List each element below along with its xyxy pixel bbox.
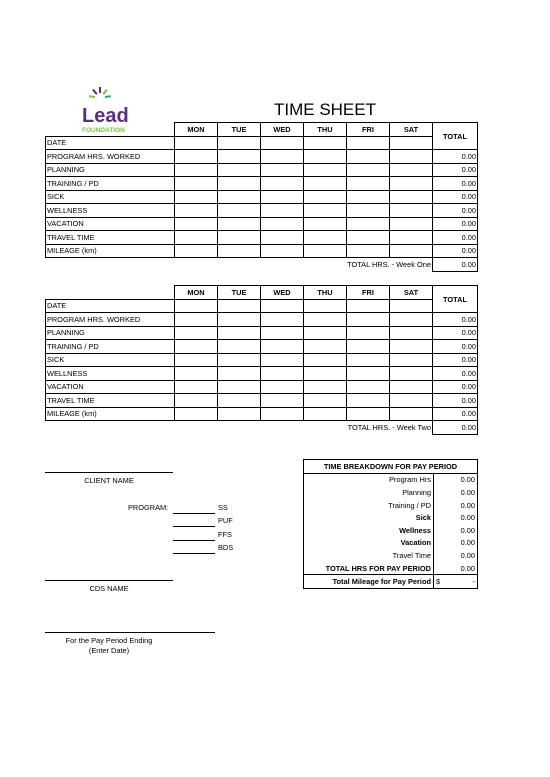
table-row — [46, 326, 478, 340]
mileage-amount: - — [472, 577, 475, 587]
entry-cell[interactable] — [390, 163, 433, 177]
pay-period-breakdown — [303, 459, 478, 589]
entry-cell[interactable] — [304, 380, 347, 394]
entry-cell[interactable] — [390, 177, 433, 191]
entry-cell[interactable] — [218, 313, 261, 327]
client-name-label: CLIENT NAME — [84, 476, 134, 485]
entry-cell[interactable] — [175, 340, 218, 354]
entry-cell[interactable] — [175, 150, 218, 164]
entry-cell[interactable] — [175, 313, 218, 327]
entry-cell[interactable] — [347, 204, 390, 218]
enter-date-label: (Enter Date) — [88, 646, 130, 655]
row-label: VACATION — [46, 217, 175, 231]
header-blank — [46, 123, 175, 137]
entry-cell[interactable] — [390, 313, 433, 327]
entry-cell[interactable] — [218, 340, 261, 354]
entry-cell[interactable] — [347, 353, 390, 367]
program-bds-label: BDS — [218, 543, 234, 552]
day-header: TUE — [218, 286, 261, 300]
table-row — [46, 394, 478, 408]
entry-cell[interactable] — [304, 163, 347, 177]
cds-name-label: CDS NAME — [89, 584, 129, 593]
entry-cell[interactable] — [218, 204, 261, 218]
entry-cell[interactable] — [261, 380, 304, 394]
table-row — [46, 231, 478, 245]
breakdown-label: Travel Time — [304, 549, 434, 562]
entry-cell[interactable] — [218, 177, 261, 191]
row-label: VACATION — [46, 380, 175, 394]
entry-cell[interactable] — [218, 150, 261, 164]
table-row — [46, 177, 478, 191]
entry-cell[interactable] — [390, 244, 433, 258]
breakdown-label: Program Hrs — [304, 473, 434, 486]
entry-cell[interactable] — [261, 204, 304, 218]
entry-cell[interactable] — [175, 326, 218, 340]
entry-cell[interactable] — [304, 367, 347, 381]
day-header: WED — [261, 123, 304, 137]
program-puf-line[interactable] — [173, 526, 215, 527]
entry-cell[interactable] — [175, 407, 218, 421]
row-total: 0.00 — [433, 380, 478, 394]
breakdown-label: Training / PD — [304, 499, 434, 512]
day-header: FRI — [347, 123, 390, 137]
entry-cell[interactable] — [261, 163, 304, 177]
entry-cell[interactable] — [218, 353, 261, 367]
header-blank — [46, 286, 175, 300]
row-total: 0.00 — [433, 367, 478, 381]
entry-cell[interactable] — [261, 231, 304, 245]
row-total: 0.00 — [433, 340, 478, 354]
entry-cell[interactable] — [261, 407, 304, 421]
entry-cell[interactable] — [261, 299, 304, 313]
entry-cell[interactable] — [175, 394, 218, 408]
entry-cell[interactable] — [175, 163, 218, 177]
row-label: DATE — [46, 299, 175, 313]
entry-cell[interactable] — [175, 299, 218, 313]
breakdown-total-value[interactable]: 0.00 — [434, 562, 478, 575]
entry-cell[interactable] — [261, 217, 304, 231]
entry-cell[interactable] — [347, 299, 390, 313]
entry-cell[interactable] — [261, 367, 304, 381]
row-label: TRAINING / PD — [46, 177, 175, 191]
row-label: TRAVEL TIME — [46, 394, 175, 408]
entry-cell[interactable] — [218, 394, 261, 408]
entry-cell[interactable] — [261, 326, 304, 340]
table-row — [46, 407, 478, 421]
breakdown-value[interactable]: 0.00 — [434, 511, 478, 524]
day-header: THU — [304, 123, 347, 137]
breakdown-value[interactable]: 0.00 — [434, 473, 478, 486]
breakdown-value[interactable]: 0.00 — [434, 486, 478, 499]
entry-cell[interactable] — [175, 353, 218, 367]
program-label: PROGRAM: — [128, 503, 169, 512]
total-header: TOTAL — [433, 286, 478, 313]
entry-cell[interactable] — [304, 190, 347, 204]
entry-cell[interactable] — [390, 380, 433, 394]
row-label: TRAVEL TIME — [46, 231, 175, 245]
table-row — [46, 299, 478, 313]
entry-cell[interactable] — [390, 136, 433, 150]
week-total-value: 0.00 — [433, 421, 478, 435]
entry-cell[interactable] — [218, 380, 261, 394]
row-total: 0.00 — [433, 231, 478, 245]
entry-cell[interactable] — [218, 367, 261, 381]
logo-sub: FOUNDATION — [82, 127, 125, 134]
entry-cell[interactable] — [347, 150, 390, 164]
breakdown-total-label: TOTAL HRS FOR PAY PERIOD — [304, 562, 434, 575]
entry-cell[interactable] — [218, 217, 261, 231]
entry-cell[interactable] — [390, 150, 433, 164]
breakdown-value[interactable]: 0.00 — [434, 537, 478, 550]
entry-cell[interactable] — [175, 136, 218, 150]
period-ending-line[interactable] — [45, 632, 215, 633]
total-header: TOTAL — [433, 123, 478, 150]
entry-cell[interactable] — [390, 231, 433, 245]
day-header: TUE — [218, 123, 261, 137]
entry-cell[interactable] — [175, 217, 218, 231]
entry-cell[interactable] — [218, 244, 261, 258]
period-ending-label: For the Pay Period Ending — [65, 636, 153, 645]
entry-cell[interactable] — [304, 136, 347, 150]
entry-cell[interactable] — [304, 244, 347, 258]
row-total: 0.00 — [433, 204, 478, 218]
entry-cell[interactable] — [218, 326, 261, 340]
row-label: DATE — [46, 136, 175, 150]
entry-cell[interactable] — [261, 136, 304, 150]
row-label: PLANNING — [46, 326, 175, 340]
day-header: WED — [261, 286, 304, 300]
entry-cell[interactable] — [175, 190, 218, 204]
entry-cell[interactable] — [347, 367, 390, 381]
program-puf-label: PUF — [218, 516, 233, 525]
entry-cell[interactable] — [390, 367, 433, 381]
entry-cell[interactable] — [347, 244, 390, 258]
table-row — [46, 244, 478, 258]
table-row — [46, 204, 478, 218]
entry-cell[interactable] — [218, 299, 261, 313]
entry-cell[interactable] — [218, 163, 261, 177]
breakdown-value[interactable]: 0.00 — [434, 524, 478, 537]
entry-cell[interactable] — [261, 353, 304, 367]
row-label: PLANNING — [46, 163, 175, 177]
breakdown-label: Sick — [304, 511, 434, 524]
entry-cell[interactable] — [261, 313, 304, 327]
entry-cell[interactable] — [261, 150, 304, 164]
entry-cell[interactable] — [304, 313, 347, 327]
entry-cell[interactable] — [218, 190, 261, 204]
row-label: MILEAGE (km) — [46, 244, 175, 258]
entry-cell[interactable] — [175, 231, 218, 245]
entry-cell[interactable] — [304, 231, 347, 245]
entry-cell[interactable] — [347, 326, 390, 340]
entry-cell[interactable] — [218, 136, 261, 150]
entry-cell[interactable] — [304, 217, 347, 231]
day-header: MON — [175, 286, 218, 300]
week-two-table — [45, 285, 478, 435]
entry-cell[interactable] — [390, 217, 433, 231]
logo-word: Lead — [82, 105, 129, 127]
program-ss-label: SS — [218, 503, 228, 512]
table-row — [46, 163, 478, 177]
breakdown-label: Vacation — [304, 537, 434, 550]
entry-cell[interactable] — [347, 136, 390, 150]
entry-cell[interactable] — [261, 340, 304, 354]
row-total: 0.00 — [433, 407, 478, 421]
program-ss-line[interactable] — [173, 513, 215, 514]
entry-cell[interactable] — [304, 353, 347, 367]
week-total-label: TOTAL HRS. - Week One — [347, 260, 431, 269]
table-row — [46, 367, 478, 381]
entry-cell[interactable] — [347, 313, 390, 327]
entry-cell[interactable] — [304, 394, 347, 408]
day-header: FRI — [347, 286, 390, 300]
entry-cell[interactable] — [261, 190, 304, 204]
entry-cell[interactable] — [390, 299, 433, 313]
entry-cell[interactable] — [304, 326, 347, 340]
entry-cell[interactable] — [261, 177, 304, 191]
table-row — [46, 380, 478, 394]
row-total: 0.00 — [433, 177, 478, 191]
entry-cell[interactable] — [175, 380, 218, 394]
day-header: THU — [304, 286, 347, 300]
row-label: PROGRAM HRS. WORKED — [46, 150, 175, 164]
day-header: MON — [175, 123, 218, 137]
entry-cell[interactable] — [175, 367, 218, 381]
row-total: 0.00 — [433, 313, 478, 327]
breakdown-mileage-value[interactable] — [434, 575, 478, 589]
row-total: 0.00 — [433, 163, 478, 177]
entry-cell[interactable] — [218, 231, 261, 245]
entry-cell[interactable] — [304, 177, 347, 191]
page-title: TIME SHEET — [273, 100, 376, 119]
entry-cell[interactable] — [175, 244, 218, 258]
entry-cell[interactable] — [218, 407, 261, 421]
entry-cell[interactable] — [390, 353, 433, 367]
row-total: 0.00 — [433, 217, 478, 231]
breakdown-title: TIME BREAKDOWN FOR PAY PERIOD — [304, 460, 478, 474]
breakdown-label: Planning — [304, 486, 434, 499]
entry-cell[interactable] — [175, 204, 218, 218]
entry-cell[interactable] — [347, 231, 390, 245]
program-ffs-label: FFS — [218, 530, 232, 539]
entry-cell[interactable] — [390, 326, 433, 340]
row-label: SICK — [46, 353, 175, 367]
day-header: SAT — [390, 123, 433, 137]
day-header: SAT — [390, 286, 433, 300]
row-total: 0.00 — [433, 150, 478, 164]
entry-cell[interactable] — [347, 190, 390, 204]
program-bds-line[interactable] — [173, 553, 215, 554]
row-label: WELLNESS — [46, 367, 175, 381]
breakdown-mileage-label: Total Mileage for Pay Period — [304, 575, 434, 589]
row-total: 0.00 — [433, 244, 478, 258]
row-total: 0.00 — [433, 394, 478, 408]
entry-cell[interactable] — [347, 177, 390, 191]
entry-cell[interactable] — [390, 190, 433, 204]
table-row — [46, 150, 478, 164]
cds-name-line[interactable] — [45, 580, 173, 581]
entry-cell[interactable] — [175, 177, 218, 191]
entry-cell[interactable] — [390, 407, 433, 421]
row-label: SICK — [46, 190, 175, 204]
entry-cell[interactable] — [347, 407, 390, 421]
table-row — [46, 190, 478, 204]
row-label: WELLNESS — [46, 204, 175, 218]
entry-cell[interactable] — [390, 340, 433, 354]
row-label: TRAINING / PD — [46, 340, 175, 354]
table-row — [46, 353, 478, 367]
entry-cell[interactable] — [304, 150, 347, 164]
entry-cell[interactable] — [261, 244, 304, 258]
entry-cell[interactable] — [261, 394, 304, 408]
entry-cell[interactable] — [347, 380, 390, 394]
entry-cell[interactable] — [304, 340, 347, 354]
entry-cell[interactable] — [347, 340, 390, 354]
entry-cell[interactable] — [347, 163, 390, 177]
entry-cell[interactable] — [390, 204, 433, 218]
table-row — [46, 313, 478, 327]
breakdown-label: Wellness — [304, 524, 434, 537]
entry-cell[interactable] — [304, 204, 347, 218]
breakdown-value[interactable]: 0.00 — [434, 549, 478, 562]
row-label: MILEAGE (km) — [46, 407, 175, 421]
breakdown-value[interactable]: 0.00 — [434, 499, 478, 512]
row-total: 0.00 — [433, 190, 478, 204]
week-total-value: 0.00 — [433, 258, 478, 272]
entry-cell[interactable] — [304, 407, 347, 421]
entry-cell[interactable] — [304, 299, 347, 313]
table-row — [46, 340, 478, 354]
client-name-line[interactable] — [45, 472, 173, 473]
table-row — [46, 217, 478, 231]
week-one-table — [45, 122, 478, 272]
table-row — [46, 136, 478, 150]
entry-cell[interactable] — [390, 394, 433, 408]
week-total-label: TOTAL HRS. - Week Two — [347, 423, 431, 432]
program-ffs-line[interactable] — [173, 540, 215, 541]
currency-symbol: $ — [436, 577, 441, 587]
entry-cell[interactable] — [347, 217, 390, 231]
row-label: PROGRAM HRS. WORKED — [46, 313, 175, 327]
row-total: 0.00 — [433, 353, 478, 367]
entry-cell[interactable] — [347, 394, 390, 408]
row-total: 0.00 — [433, 326, 478, 340]
